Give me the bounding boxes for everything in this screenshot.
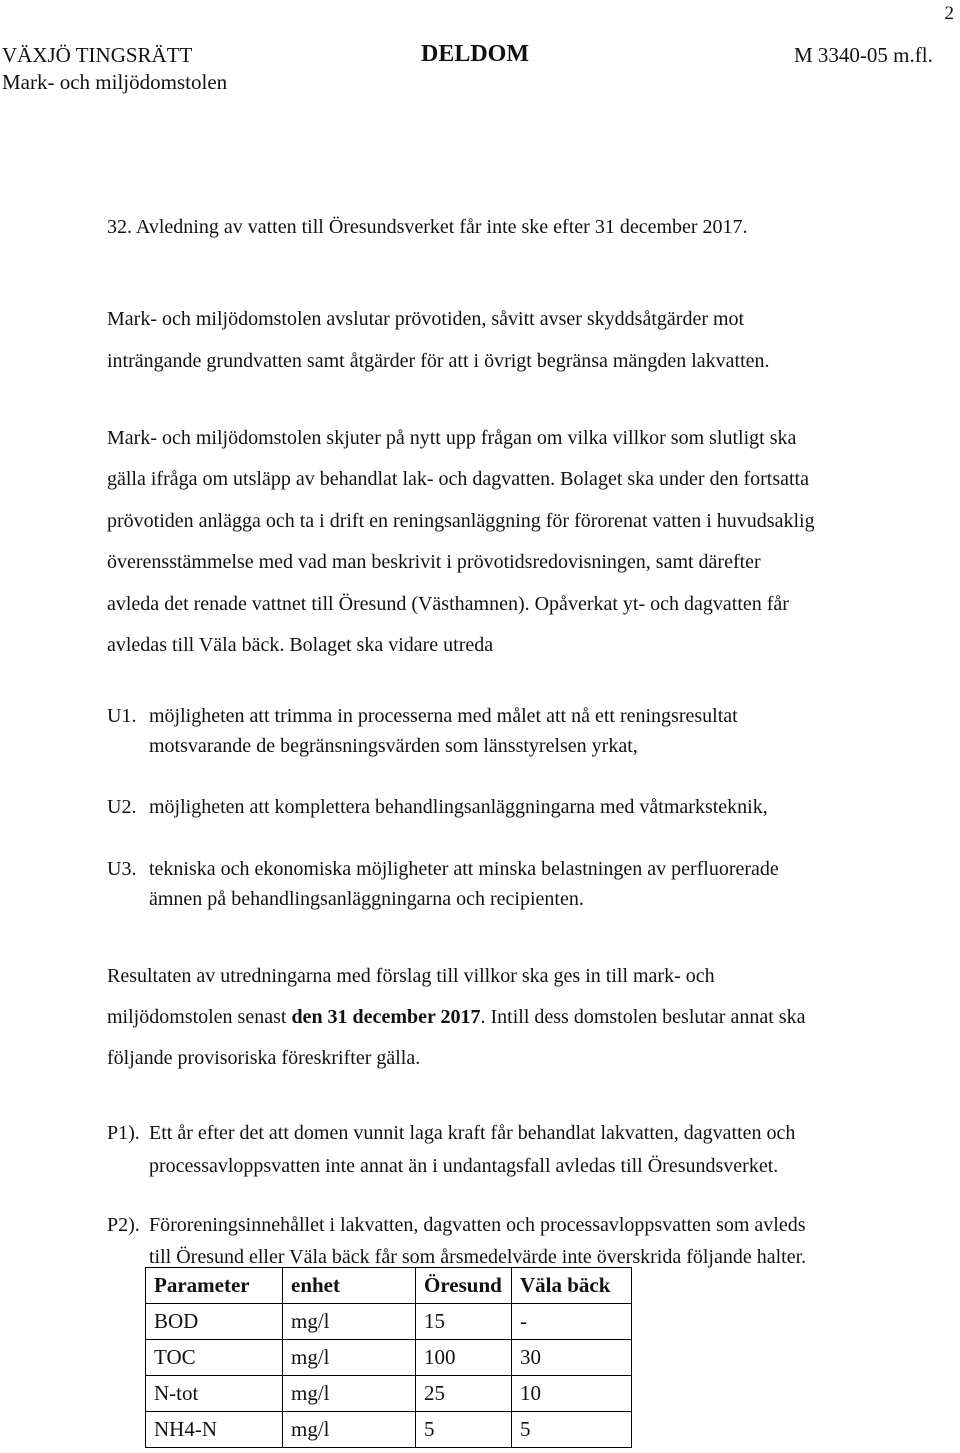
- table-row: [146, 1340, 632, 1376]
- table-cell: mg/l: [283, 1376, 416, 1412]
- paragraph-line: Mark- och miljödomstolen avslutar prövotiden, såvitt avser skyddsåtgärder mot: [107, 308, 745, 330]
- item-label: U1.: [107, 705, 137, 727]
- column-header-parameter: Parameter: [146, 1268, 283, 1304]
- text-segment: miljödomstolen senast: [107, 1006, 292, 1028]
- item-label: U3.: [107, 858, 137, 880]
- table-cell: mg/l: [283, 1340, 416, 1376]
- item-line: ämnen på behandlingsanläggningarna och recipienten.: [149, 888, 584, 910]
- item-line: processavloppsvatten inte annat än i undantagsfall avledas till Öresundsverket.: [149, 1155, 779, 1177]
- table-cell: 30: [512, 1340, 632, 1376]
- table-cell: N-tot: [146, 1376, 283, 1412]
- item-line: motsvarande de begränsningsvärden som länsstyrelsen yrkat,: [149, 735, 638, 757]
- text-segment: . Intill dess domstolen beslutar annat ska: [480, 1006, 806, 1028]
- court-name: VÄXJÖ TINGSRÄTT: [2, 43, 193, 67]
- item-label: P2).: [107, 1214, 140, 1236]
- item-32-text: 32. Avledning av vatten till Öresundsverket får inte ske efter 31 december 2017.: [107, 216, 748, 238]
- table-cell: 5: [512, 1412, 632, 1448]
- table-cell: mg/l: [283, 1412, 416, 1448]
- paragraph-line: inträngande grundvatten samt åtgärder för att i övrigt begränsa mängden lakvatten.: [107, 350, 770, 372]
- item-line: tekniska och ekonomiska möjligheter att minska belastningen av perfluorerade: [149, 858, 779, 880]
- item-line: till Öresund eller Väla bäck får som årsmedelvärde inte överskrida följande halter.: [149, 1246, 807, 1268]
- paragraph-line: följande provisoriska föreskrifter gälla.: [107, 1047, 421, 1069]
- document-type: DELDOM: [421, 41, 529, 67]
- table-cell: TOC: [146, 1340, 283, 1376]
- table-cell: 15: [416, 1304, 512, 1340]
- item-label: U2.: [107, 796, 137, 818]
- paragraph-prövotid-avslut: [107, 298, 937, 382]
- page-number: 2: [944, 3, 954, 24]
- table-cell: mg/l: [283, 1304, 416, 1340]
- paragraph-line: Mark- och miljödomstolen skjuter på nytt upp frågan om vilka villkor som slutligt ska: [107, 427, 797, 449]
- paragraph-resultat: [107, 956, 937, 1079]
- table-cell: 5: [416, 1412, 512, 1448]
- item-32: [107, 216, 937, 239]
- table-cell: 100: [416, 1340, 512, 1376]
- paragraph-line: gälla ifråga om utsläpp av behandlat lak- och dagvatten. Bolaget ska under den fortsatta: [107, 468, 809, 491]
- table-cell: 10: [512, 1376, 632, 1412]
- item-line: möjligheten att komplettera behandlingsanläggningarna med våtmarksteknik,: [149, 796, 768, 818]
- paragraph-uppskjuten-fraga: [107, 418, 937, 666]
- paragraph-line: avleda det renade vattnet till Öresund (Västhamnen). Opåverkat yt- och dagvatten får: [107, 592, 789, 615]
- item-line: Föroreningsinnehållet i lakvatten, dagvatten och processavloppsvatten som avleds: [149, 1214, 806, 1236]
- column-header-oresund: Öresund: [416, 1268, 512, 1304]
- table-cell: 25: [416, 1376, 512, 1412]
- table-row: [146, 1304, 632, 1340]
- table-header-row: [146, 1268, 632, 1304]
- case-number: M 3340-05 m.fl.: [794, 43, 933, 67]
- table-cell: NH4-N: [146, 1412, 283, 1448]
- table-cell: BOD: [146, 1304, 283, 1340]
- column-header-unit: enhet: [283, 1268, 416, 1304]
- deadline-date: den 31 december 2017: [291, 1006, 481, 1028]
- limit-values-table: [145, 1267, 632, 1448]
- table-row: [146, 1412, 632, 1448]
- paragraph-line: avledas till Väla bäck. Bolaget ska vidare utreda: [107, 634, 494, 657]
- item-line: Ett år efter det att domen vunnit laga kraft får behandlat lakvatten, dagvatten och: [149, 1122, 796, 1144]
- item-line: möjligheten att trimma in processerna med målet att nå ett reningsresultat: [149, 705, 738, 727]
- paragraph-line: prövotiden anlägga och ta i drift en reningsanläggning för förorenat vatten i huvudsaklig: [107, 509, 815, 532]
- item-label: P1).: [107, 1122, 140, 1144]
- table-cell: -: [512, 1304, 632, 1340]
- column-header-vala-back: Väla bäck: [512, 1268, 632, 1304]
- court-division: Mark- och miljödomstolen: [2, 70, 228, 94]
- paragraph-line-deadline: [107, 997, 937, 1038]
- table-row: [146, 1376, 632, 1412]
- paragraph-line: Resultaten av utredningarna med förslag till villkor ska ges in till mark- och: [107, 965, 715, 987]
- paragraph-line: överensstämmelse med vad man beskrivit i prövotidsredovisningen, samt därefter: [107, 551, 761, 574]
